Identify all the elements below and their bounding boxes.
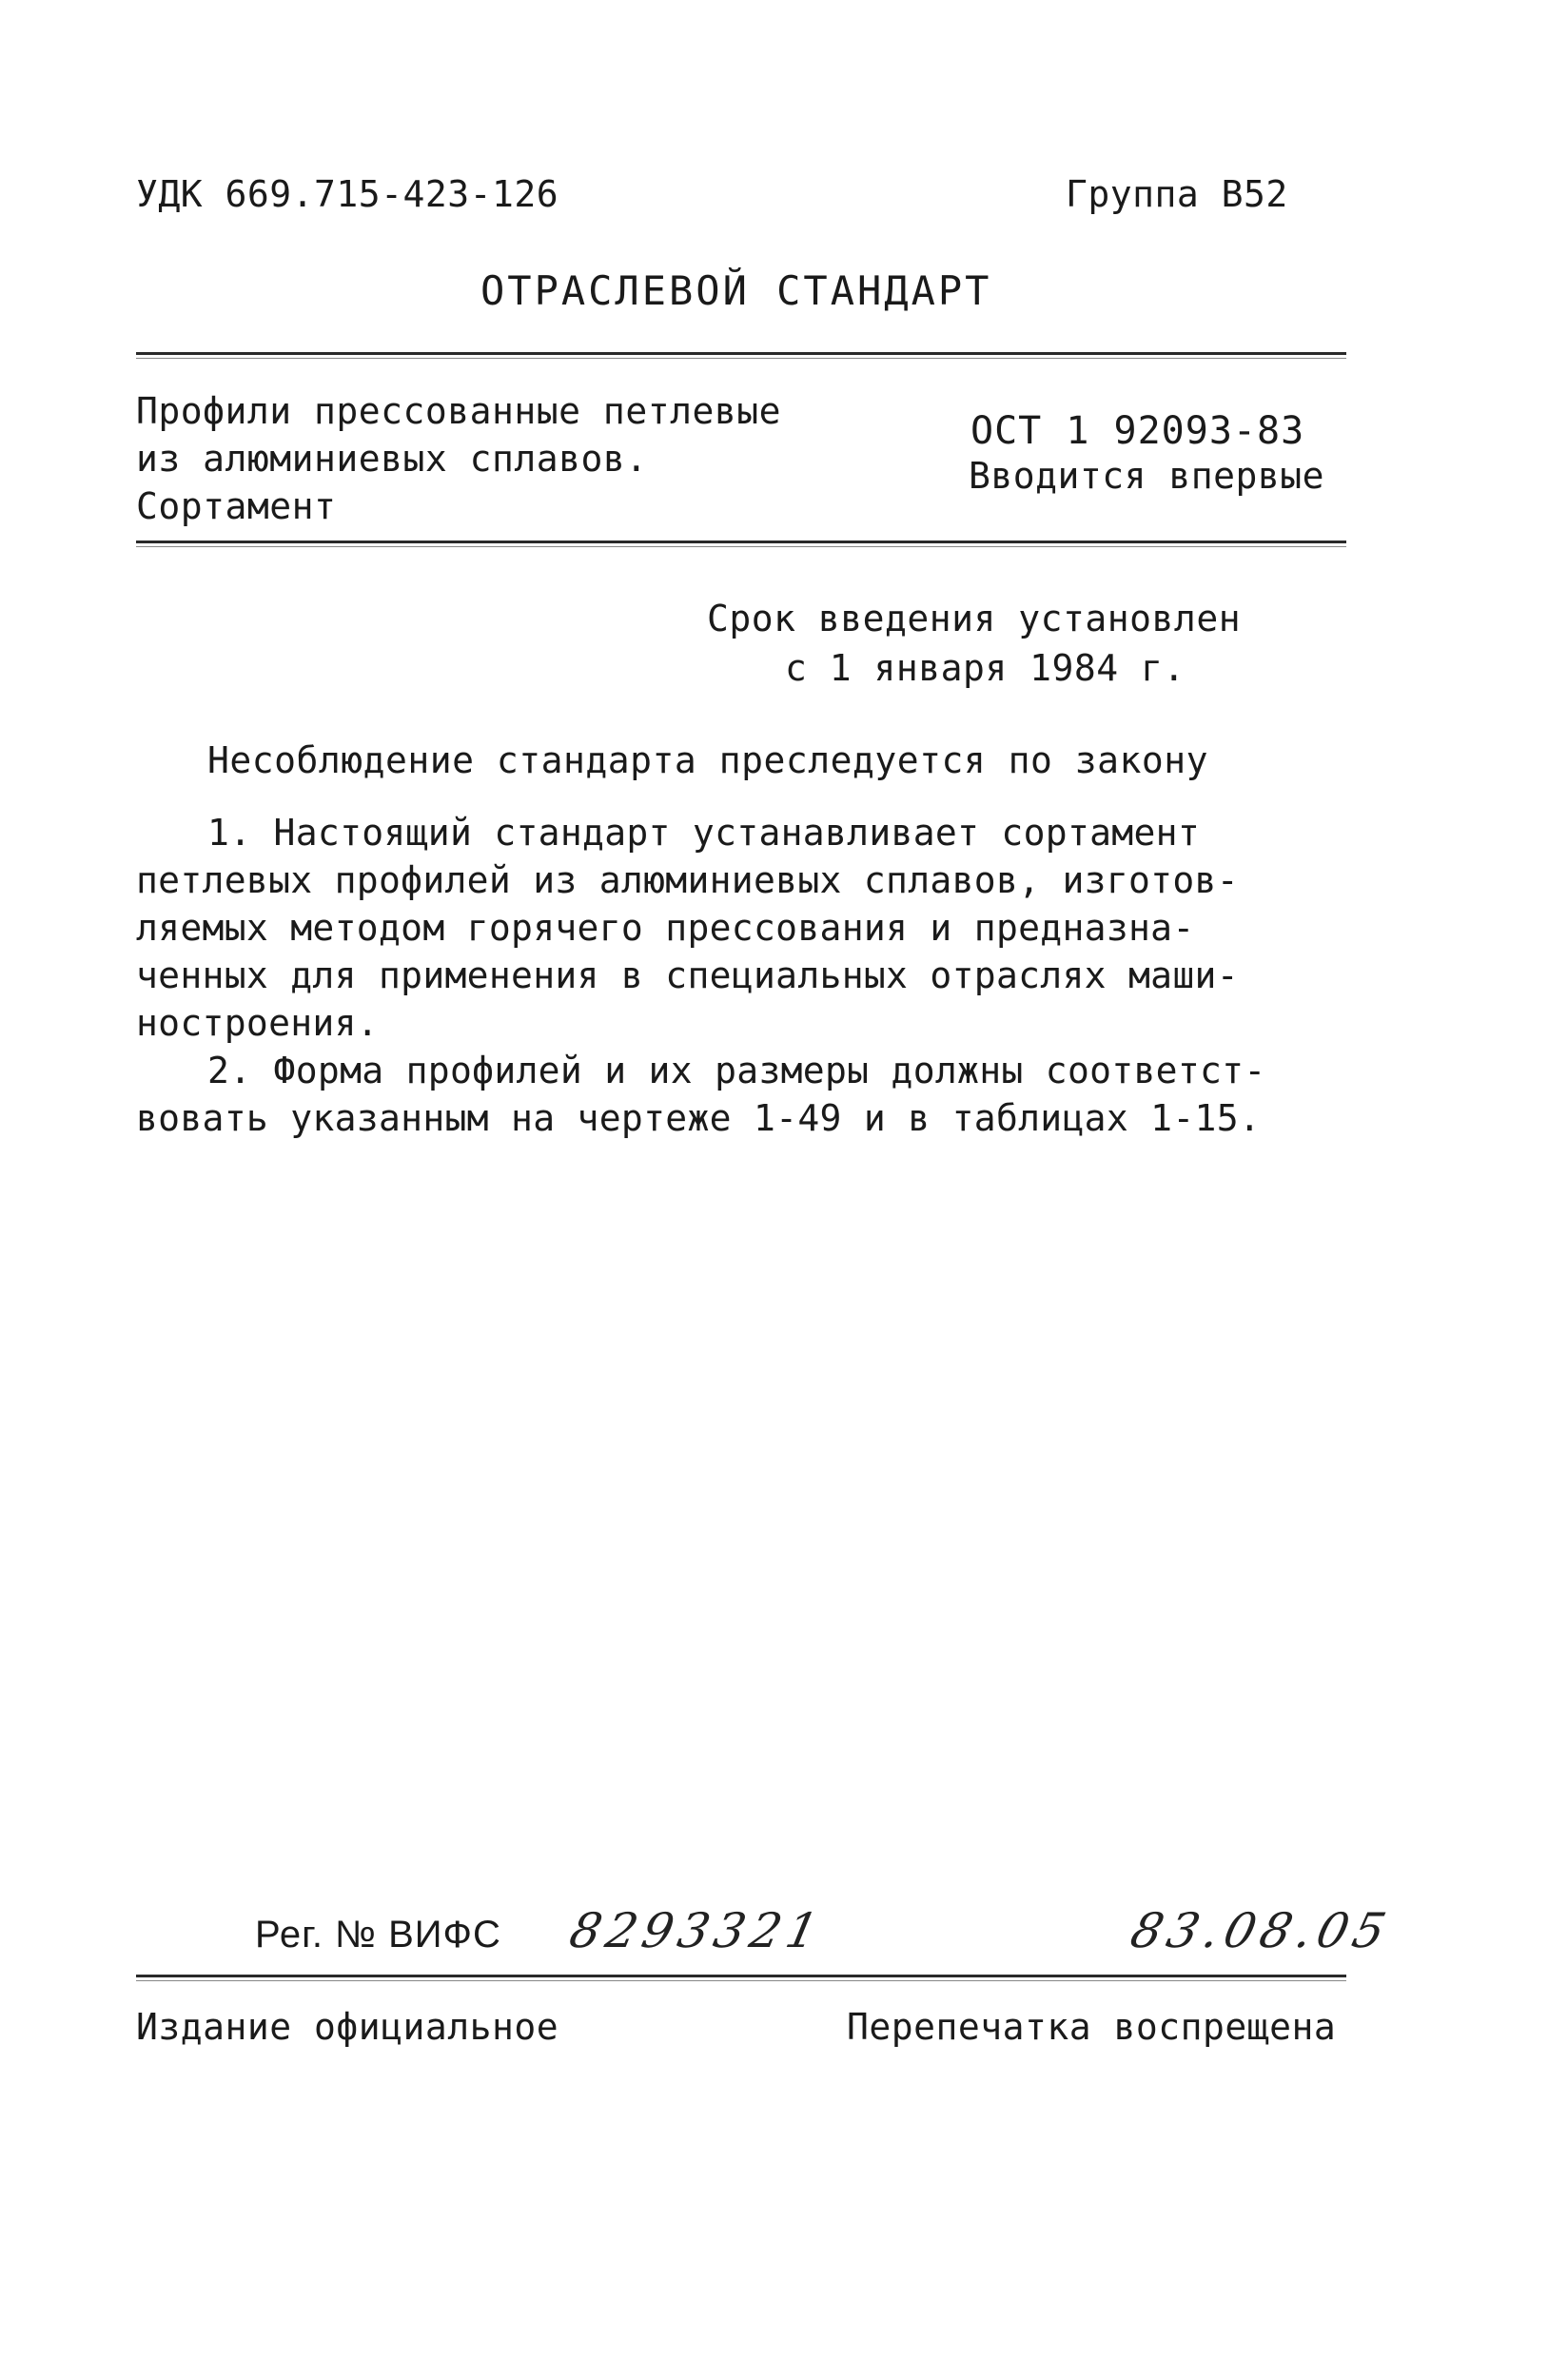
introduction-status: Вводится впервые [969, 455, 1325, 497]
paragraph-line: ностроения. [136, 1002, 379, 1044]
standard-type-heading: ОТРАСЛЕВОЙ СТАНДАРТ [480, 267, 992, 314]
title-line-3: Сортамент [136, 485, 337, 527]
title-line-2: из алюминиевых сплавов. [136, 438, 648, 480]
title-rule [136, 541, 1346, 543]
registration-label: Рег. № ВИФС [255, 1914, 501, 1956]
udk-code: УДК 669.715-423-126 [136, 173, 559, 215]
standard-code: ОСТ 1 92093-83 [970, 409, 1305, 453]
paragraph-line: 2. Форма профилей и их размеры должны соответст- [207, 1050, 1266, 1091]
paragraph-line: ляемых методом горячего прессования и предназна- [136, 907, 1195, 949]
paragraph-line: 1. Настоящий стандарт устанавливает сортамент [207, 812, 1201, 854]
registration-date-handwritten: 83.08.05 [1125, 1903, 1397, 1958]
legal-warning: Несоблюдение стандарта преследуется по закону [207, 739, 1209, 781]
effective-date-line-2: с 1 января 1984 г. [785, 647, 1186, 689]
group-code: Группа В52 [1066, 173, 1288, 215]
title-line-1: Профили прессованные петлевые [136, 390, 781, 432]
paragraph-line: ченных для применения в специальных отраслях маши- [136, 954, 1239, 996]
paragraph-line: вовать указанным на чертеже 1-49 и в таблицах 1-15. [136, 1097, 1262, 1139]
top-rule [136, 352, 1346, 355]
official-edition-label: Издание официальное [136, 2006, 559, 2048]
effective-date-line-1: Срок введения установлен [707, 598, 1242, 639]
reprint-prohibited-label: Перепечатка воспрещена [847, 2006, 1337, 2048]
paragraph-line: петлевых профилей из алюминиевых сплавов, изготов- [136, 859, 1239, 901]
bottom-rule [136, 1975, 1346, 1977]
registration-number-handwritten: 8293321 [564, 1903, 829, 1958]
